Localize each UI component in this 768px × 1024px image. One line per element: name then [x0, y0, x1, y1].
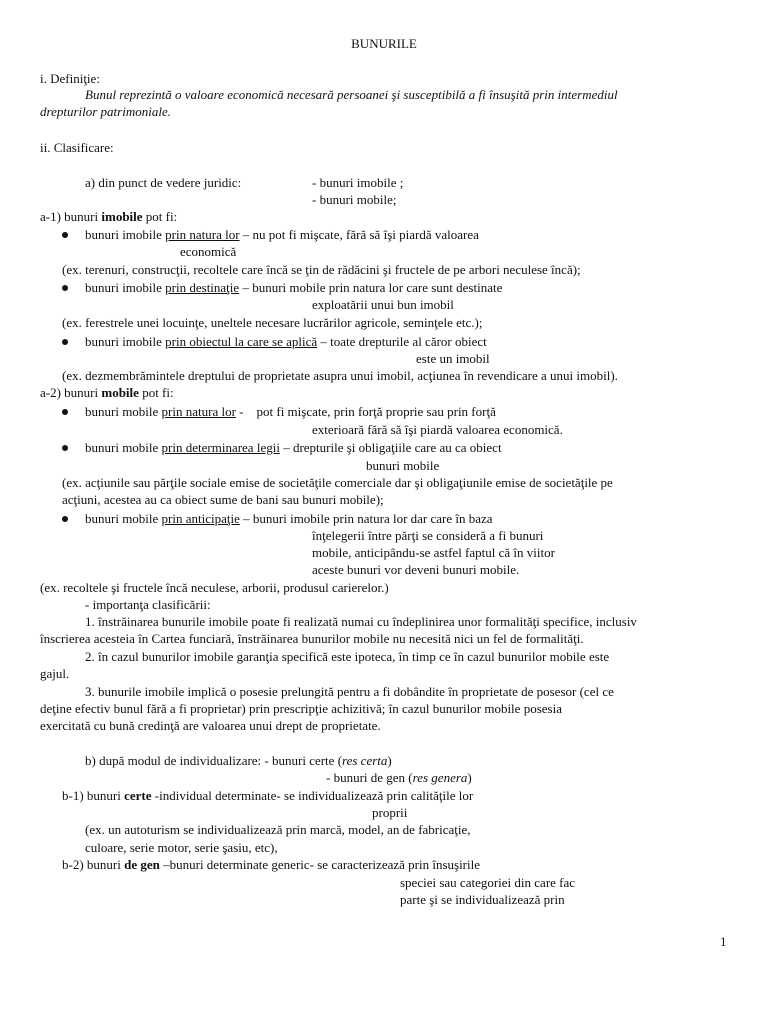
- importance-3-line-2: deţine efectiv bunul fără a fi proprietar) prin prescripţie achizitivă; în cazul bunurilor mobile posesia: [40, 701, 562, 716]
- example-5-line-1: (ex. acţiunile sau părţile sociale emise de societăţile comerciale dar şi obligaţiunile emise de societăţile pe: [62, 475, 613, 490]
- criterion-a-option-1: - bunuri imobile ;: [312, 175, 404, 190]
- bullet-immovable-by-object: bunuri imobile prin obiectul la care se aplică – toate drepturile al căror obiect: [85, 334, 487, 349]
- bullet-icon: [62, 516, 68, 522]
- criterion-a-heading: a) din punct de vedere juridic:: [85, 175, 242, 190]
- bullet-icon: [62, 339, 68, 345]
- bullet-immovable-by-destination-cont: exploatării unui bun imobil: [312, 297, 454, 312]
- example-6: (ex. recoltele şi fructele încă neculese, arborii, produsul carierelor.): [40, 580, 389, 595]
- bullet-immovable-by-destination: bunuri imobile prin destinaţie – bunuri mobile prin natura lor care sunt destinate: [85, 280, 503, 295]
- bullet-icon: [62, 232, 68, 238]
- importance-1-line-2: înscrierea acesteia în Cartea funciară, înstrăinarea bunurilor mobile nu necesită nici un fel de formalităţi.: [40, 631, 584, 646]
- example-1: (ex. terenuri, construcţii, recoltele care încă se ţin de rădăcini şi fructele de pe arbori neculese încă);: [62, 262, 581, 277]
- bullet-icon: [62, 285, 68, 291]
- subsection-b2-heading: b-2) bunuri de gen –bunuri determinate generic- se caracterizează prin însuşirile: [62, 857, 481, 872]
- subsection-b2-cont-2: parte şi se individualizează prin: [400, 892, 565, 907]
- criterion-a-option-2: - bunuri mobile;: [312, 192, 397, 207]
- bullet-movable-by-anticipation: bunuri mobile prin anticipaţie – bunuri imobile prin natura lor dar care în baza: [85, 511, 493, 526]
- example-5-line-2: acţiuni, acestea au ca obiect sume de bani sau bunuri mobile);: [62, 492, 384, 507]
- importance-2-line-1: 2. în cazul bunurilor imobile garanţia specifică este ipoteca, în timp ce în cazul bunurilor mobile este: [85, 649, 610, 664]
- page-title: BUNURILE: [351, 36, 417, 51]
- importance-2-line-2: gajul.: [40, 666, 70, 681]
- importance-1-line-1: 1. înstrăinarea bunurile imobile poate fi realizată numai cu îndeplinirea unor formalităţi specifice, inclusiv: [85, 614, 637, 629]
- subsection-b1-cont: proprii: [372, 805, 408, 820]
- subsection-b1-heading: b-1) bunuri certe -individual determinate- se individualizează prin calităţile lor: [62, 788, 474, 803]
- bullet-icon: [62, 445, 68, 451]
- bullet-movable-by-anticipation-cont-2: mobile, anticipându-se astfel faptul că în viitor: [312, 545, 555, 560]
- criterion-b-heading: b) după modul de individualizare: - bunuri certe (res certa): [85, 753, 392, 768]
- bullet-icon: [62, 409, 68, 415]
- page-number: 1: [720, 934, 727, 949]
- classification-heading: ii. Clasificare:: [40, 140, 114, 155]
- subsection-a2-heading: a-2) bunuri mobile pot fi:: [40, 385, 174, 400]
- importance-heading: - importanţa clasificării:: [85, 597, 211, 612]
- definition-line-1: Bunul reprezintă o valoare economică necesară persoanei şi susceptibilă a fi însuşită prin intermediul: [85, 87, 618, 102]
- bullet-movable-by-nature-cont: exterioară fără să îşi piardă valoarea economică.: [312, 422, 563, 437]
- bullet-immovable-by-nature-cont: economică: [180, 244, 237, 259]
- example-3: (ex. dezmembrămintele dreptului de proprietate asupra unui imobil, acţiunea în revendicare a unui imobil).: [62, 368, 618, 383]
- example-2: (ex. ferestrele unei locuinţe, uneltele necesare lucrărilor agricole, seminţele etc.);: [62, 315, 483, 330]
- example-b1-line-1: (ex. un autoturism se individualizează prin marcă, model, an de fabricaţie,: [85, 822, 471, 837]
- bullet-movable-by-nature: bunuri mobile prin natura lor - pot fi mişcate, prin forţă proprie sau prin forţă: [85, 404, 496, 419]
- subsection-b2-cont-1: speciei sau categoriei din care fac: [400, 875, 576, 890]
- bullet-movable-by-anticipation-cont-1: înţelegerii între părţi se consideră a fi bunuri: [312, 528, 544, 543]
- bullet-movable-by-law: bunuri mobile prin determinarea legii – drepturile şi obligaţiile care au ca obiect: [85, 440, 502, 455]
- bullet-movable-by-anticipation-cont-3: aceste bunuri vor deveni bunuri mobile.: [312, 562, 520, 577]
- criterion-b-option-2: - bunuri de gen (res genera): [326, 770, 472, 785]
- importance-3-line-1: 3. bunurile imobile implică o posesie prelungită pentru a fi dobândite în proprietate de posesor (cel ce: [85, 684, 614, 699]
- bullet-immovable-by-object-cont: este un imobil: [416, 351, 490, 366]
- definition-heading: i. Definiţie:: [40, 71, 100, 86]
- definition-line-2: drepturilor patrimoniale.: [40, 104, 171, 119]
- bullet-movable-by-law-cont: bunuri mobile: [366, 458, 440, 473]
- bullet-immovable-by-nature: bunuri imobile prin natura lor – nu pot fi mişcate, fără să îşi piardă valoarea: [85, 227, 479, 242]
- importance-3-line-3: exercitată cu bună credinţă are valoarea unui drept de proprietate.: [40, 718, 381, 733]
- subsection-a1-heading: a-1) bunuri imobile pot fi:: [40, 209, 178, 224]
- example-b1-line-2: culoare, serie motor, serie şasiu, etc),: [85, 840, 278, 855]
